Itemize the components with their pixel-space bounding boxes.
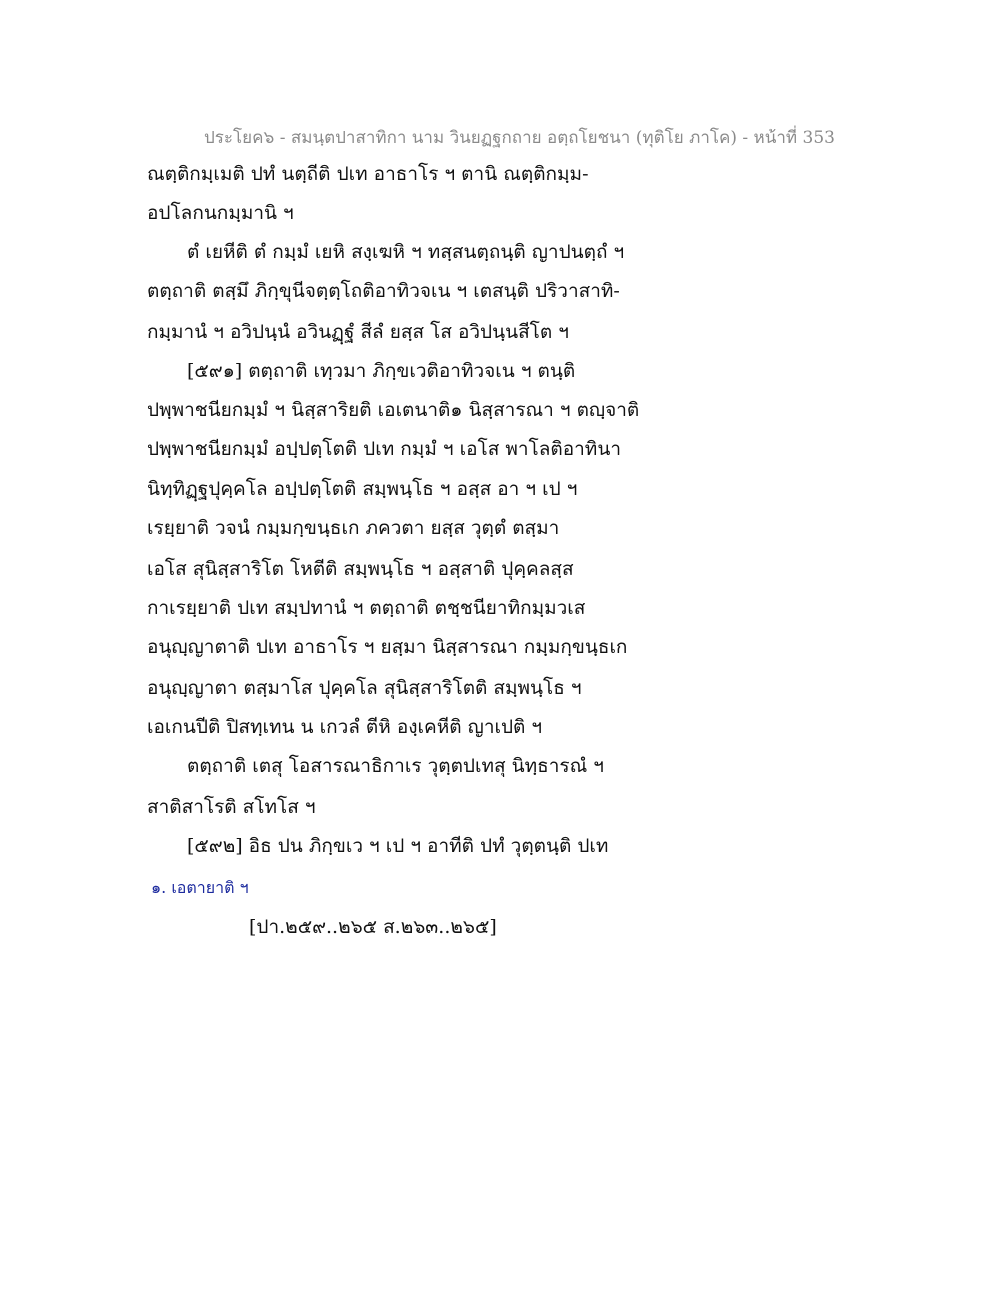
text-line: ปพฺพาชนียกมฺมํ ฯ นิสฺสาริยติ เอเตนาติ๑ นิสฺสารณา ฯ ตญฺจาติ	[147, 399, 640, 421]
text-line: สาติสาโรติ สโทโส ฯ	[147, 796, 316, 818]
page-reference: [ปา.๒๕๙..๒๖๕ ส.๒๖๓..๒๖๕]	[249, 916, 497, 938]
footnote: ๑. เอตายาติ ฯ	[151, 878, 249, 897]
text-line: อนุญฺญาตาติ ปเท อาธาโร ฯ ยสฺมา นิสฺสารณา กมฺมกฺขนฺธเก	[147, 636, 628, 658]
text-line: เรยฺยาติ วจนํ กมฺมกฺขนฺธเก ภควตา ยสฺส วุตฺตํ ตสฺมา	[147, 517, 560, 539]
text-line: ตตฺถาติ ตสฺมึ ภิกฺขุนีจตฺตฺโถติอาทิวจเน ฯ เตสนฺติ ปริวาสาทิ-	[147, 280, 620, 302]
text-line: [๕๙๒] อิธ ปน ภิกฺขเว ฯ เป ฯ อาทีติ ปทํ วุตฺตนฺติ ปเท	[187, 835, 609, 857]
text-line: เอโส สุนิสฺสาริโต โหตีติ สมฺพนฺโธ ฯ อสฺสาติ ปุคฺคลสฺส	[147, 558, 574, 580]
text-line: กมฺมานํ ฯ อวิปนฺนํ อวินฏฺฐํ สีลํ ยสฺส โส อวิปนฺนสีโต ฯ	[147, 321, 569, 343]
text-line: ปพฺพาชนียกมฺมํ อปฺปตฺโตติ ปเท กมฺมํ ฯ เอโส พาโลติอาทินา	[147, 438, 621, 460]
text-line: อนุญฺญาตา ตสฺมาโส ปุคฺคโล สุนิสฺสาริโตติ สมฺพนฺโธ ฯ	[147, 677, 582, 699]
page-header: ประโยค๖ - สมนฺตปาสาทิกา นาม วินยฏฐกถาย อตฺถโยชนา (ทุติโย ภาโค) - หน้าที่ 353	[204, 128, 835, 148]
text-line: เอเกนปีติ ปิสทฺเทน น เกวลํ ตีหิ องฺเคหีติ ญาเปติ ฯ	[147, 716, 543, 738]
text-line: ตํ เยหีติ ตํ กมฺมํ เยหิ สงฺเฆหิ ฯ ทสฺสนตฺถนฺติ ญาปนตฺถํ ฯ	[187, 241, 625, 263]
text-line: กาเรยฺยาติ ปเท สมฺปทานํ ฯ ตตฺถาติ ตชฺชนียาทิกมฺมวเส	[147, 597, 586, 619]
text-line: ณตฺติกมฺเมติ ปทํ นตฺถีติ ปเท อาธาโร ฯ ตานิ ณตฺติกมฺม-	[147, 163, 589, 185]
text-line: ตตฺถาติ เตสุ โอสารณาธิกาเร วุตฺตปเทสุ นิทฺธารณํ ฯ	[187, 755, 604, 777]
text-line: อปโลกนกมฺมานิ ฯ	[147, 202, 294, 224]
text-line: นิทฺทิฏฺฐปุคฺคโล อปฺปตฺโตติ สมฺพนฺโธ ฯ อสฺส อา ฯ เป ฯ	[147, 478, 578, 500]
text-line: [๕๙๑] ตตฺถาติ เทฺวมา ภิกฺขเวติอาทิวจเน ฯ ตนฺติ	[187, 360, 576, 382]
